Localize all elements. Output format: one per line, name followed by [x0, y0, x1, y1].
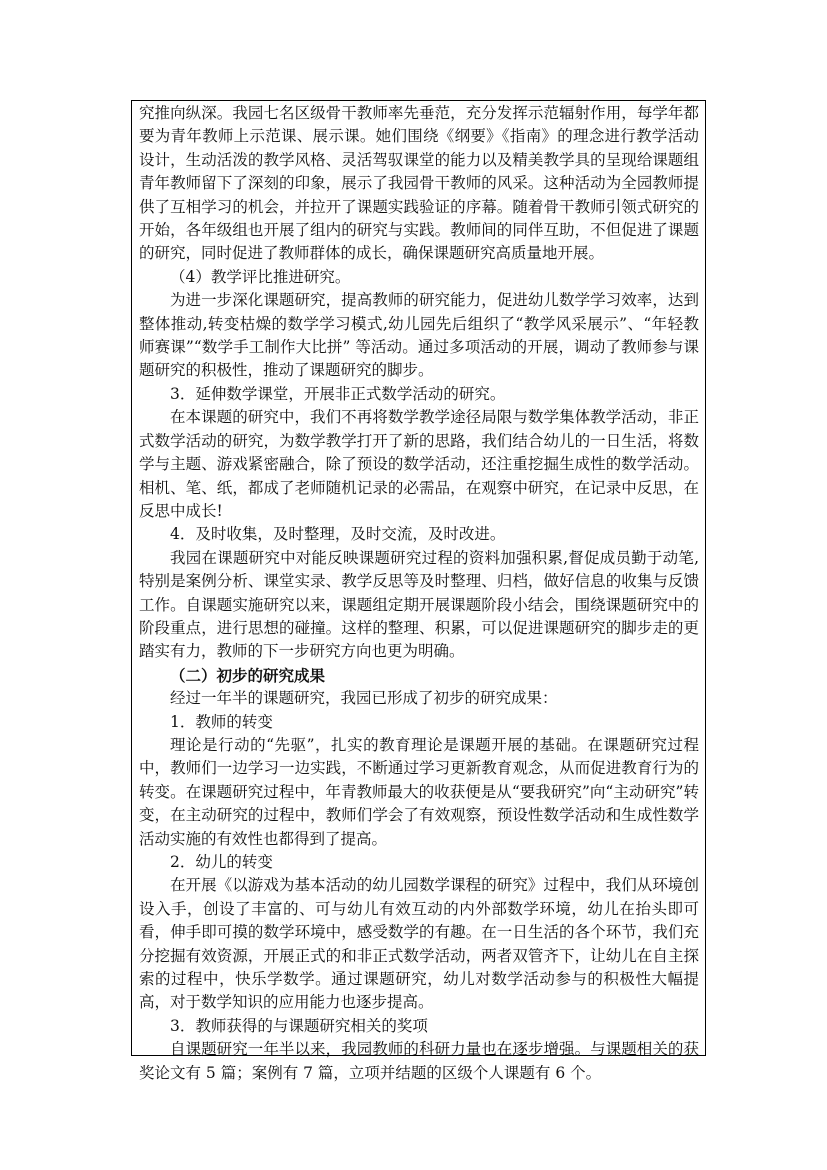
- paragraph-child-change: 在开展《以游戏为基本活动的幼儿园数学课程的研究》过程中，我们从环境创设入手，创设了丰富的、可与幼儿有效互动的内外部数学环境，幼儿在抬头即可看，伸手即可摸的数学环境中，感受数学的有趣。在一日生活的各个环节，我们充分挖掘有效资源，开展正式的和非正式数学活动，两者双管齐下，让幼儿在自主探索的过程中，快乐学数学。通过课题研究，幼儿对数学活动参与的积极性大幅提高，对于数学知识的应用能力也逐步提高。: [139, 876, 699, 1012]
- section-heading-results: （二）初步的研究成果: [170, 665, 326, 685]
- subheading-child-change: 2．幼儿的转变: [170, 853, 273, 871]
- subheading-awards: 3．教师获得的与课题研究相关的奖项: [170, 1016, 428, 1035]
- document-body: [139, 102, 699, 1085]
- paragraph-results-intro: 经过一年半的课题研究，我园已形成了初步的研究成果：: [170, 689, 558, 708]
- paragraph-informal-math: 在本课题的研究中，我们不再将数学教学途径局限与数学集体教学活动，非正式数学活动的研究，为数学教学打开了新的思路，我们结合幼儿的一日生活，将数学与主题、游戏紧密融合，除了预设的数学活动，还注重挖掘生成性的数学活动。相机、笔、纸，都成了老师随机记录的必需品，在观察中研究，在记录中反思，在反思中成长!: [139, 408, 699, 520]
- paragraph-awards: 自课题研究一年半以来，我园教师的科研力量也在逐步增强。与课题相关的获奖论文有 5 篇；案例有 7 篇，立项并结题的区级个人课题有 6 个。: [139, 1040, 699, 1082]
- subheading-teaching-competition: （4）教学评比推进研究。: [170, 267, 351, 286]
- subheading-informal-math: 3．延伸数学课堂，开展非正式数学活动的研究。: [170, 384, 506, 403]
- paragraph-teacher-change: 理论是行动的“先驱”，扎实的教育理论是课题开展的基础。在课题研究过程中，教师们一边学习一边实践，不断通过学习更新教育观念，从而促进教育行为的转变。在课题研究过程中，年青教师最大的收获便是从“要我研究”向“主动研究”转变，在主动研究的过程中，教师们学会了有效观察，预设性数学活动和生成性数学活动实施的有效性也都得到了提高。: [139, 735, 699, 848]
- paragraph-collection: 我园在课题研究中对能反映课题研究过程的资料加强积累,督促成员勤于动笔,特别是案例分析、课堂实录、教学反思等及时整理、归档，做好信息的收集与反馈工作。自课题实施研究以来，课题组定期开展课题阶段小结会，围绕课题研究中的阶段重点，进行思想的碰撞。这样的整理、积累，可以促进课题研究的脚步走的更踏实有力，教师的下一步研究方向也更为明确。: [139, 548, 699, 661]
- subheading-collection: 4．及时收集，及时整理，及时交流，及时改进。: [170, 525, 506, 544]
- subheading-teacher-change: 1．教师的转变: [170, 712, 273, 731]
- paragraph-continuation: 究推向纵深。我园七名区级骨干教师率先垂范，充分发挥示范辐射作用，每学年都要为青年教师上示范课、展示课。她们围绕《纲要》《指南》的理念进行教学活动设计，生动活泼的教学风格、灵活驾驭课堂的能力以及精美教学具的呈现给课题组青年教师留下了深刻的印象，展示了我园骨干教师的风采。这种活动为全园教师提供了互相学习的机会，并拉开了课题实践验证的序幕。随着骨干教师引领式研究的开始，各年级组也开展了组内的研究与实践。教师间的同伴互助，不但促进了课题的研究，同时促进了教师群体的成长，确保课题研究高质量地开展。: [139, 104, 699, 263]
- paragraph-competition: 为进一步深化课题研究，提高教师的研究能力，促进幼儿数学学习效率，达到整体推动,转变枯燥的数学学习模式,幼儿园先后组织了“教学风采展示”、“年轻教师赛课”“数学手工制作大比拼” 等活动。通过多项活动的开展，调动了教师参与课题研究的积极性，推动了课题研究的脚步。: [139, 291, 699, 380]
